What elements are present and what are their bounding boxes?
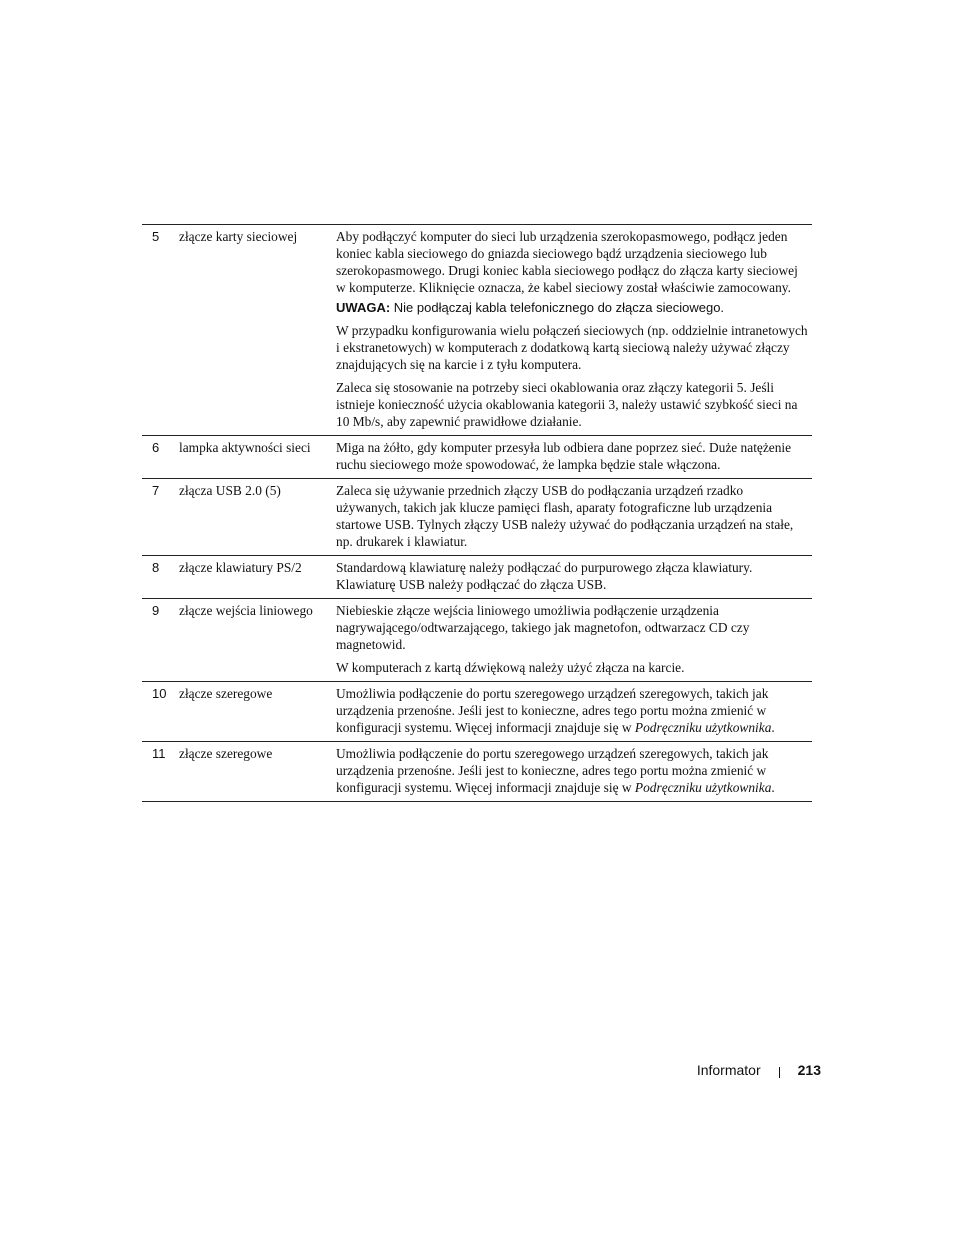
description-paragraph: [336, 228, 810, 296]
connector-description: [336, 228, 812, 430]
table-row: [142, 556, 812, 599]
page-number: 213: [797, 1062, 821, 1078]
paragraph-text: Zaleca się stosowanie na potrzeby sieci okablowania oraz złączy kategorii 5. Jeśli istnieje konieczność użycia okablowania kategorii 3, należy ustawić szybkość sieci na 10 Mb/s, aby zapewnić prawidłowe działanie.: [336, 380, 798, 429]
description-paragraph: [336, 322, 810, 373]
note-text: Nie podłączaj kabla telefonicznego do złącza sieciowego.: [390, 300, 725, 315]
table-row: [142, 599, 812, 682]
connector-name: złącze klawiatury PS/2: [179, 560, 302, 575]
paragraph-text: W komputerach z kartą dźwiękową należy użyć złącza na karcie.: [336, 660, 685, 675]
manual-title: Podręczniku użytkownika: [634, 720, 772, 735]
note-paragraph: [336, 299, 810, 316]
table-row: [142, 225, 812, 436]
footer-section-title: Informator: [696, 1062, 761, 1078]
row-number: 10: [152, 686, 167, 701]
paragraph-text: Umożliwia podłączenie do portu szeregowego urządzeń szeregowych, takich jak urządzenia przenośne. Jeśli jest to konieczne, adres tego portu można zmienić w konfiguracji systemu. Więcej informacji znajduje się w: [336, 746, 769, 795]
note-label: UWAGA:: [336, 300, 391, 315]
description-paragraph: [336, 745, 810, 796]
description-paragraph: [336, 559, 810, 593]
paragraph-text: Standardową klawiaturę należy podłączać do purpurowego złącza klawiatury. Klawiaturę USB należy podłączać do złącza USB.: [336, 560, 753, 592]
description-paragraph: [336, 685, 810, 736]
description-paragraph: [336, 439, 810, 473]
row-number: 11: [152, 746, 166, 761]
paragraph-text: Zaleca się używanie przednich złączy USB do podłączania urządzeń rzadko używanych, takich jak klucze pamięci flash, aparaty fotograficzne lub urządzenia startowe USB. Tylnych złączy USB należy używać do podłączania urządzeń na stałe, np. drukarek i klawiatur.: [336, 483, 794, 549]
row-number: 7: [152, 483, 160, 498]
paragraph-ending: .: [771, 780, 775, 795]
connector-description: [336, 439, 812, 473]
row-number: 8: [152, 560, 160, 575]
connector-description: [336, 559, 812, 593]
paragraph-ending: .: [771, 720, 775, 735]
row-number: 6: [152, 440, 160, 455]
description-paragraph: [336, 602, 810, 653]
connector-table: [142, 224, 812, 802]
connector-name: lampka aktywności sieci: [179, 440, 311, 455]
connector-description: [336, 745, 812, 796]
paragraph-text: Niebieskie złącze wejścia liniowego umożliwia podłączenie urządzenia nagrywającego/odtwarzającego, takiego jak magnetofon, odtwarzacz CD czy magnetowid.: [336, 603, 750, 652]
connector-description: [336, 482, 812, 550]
connector-name: złącze karty sieciowej: [179, 229, 298, 244]
description-paragraph: [336, 379, 810, 430]
row-number: 9: [152, 603, 160, 618]
description-paragraph: [336, 659, 810, 676]
table-row: [142, 742, 812, 802]
table-row: [142, 479, 812, 556]
manual-title: Podręczniku użytkownika: [634, 780, 772, 795]
page-footer: [697, 1062, 821, 1078]
connector-description: [336, 685, 812, 736]
connector-name: złącze szeregowe: [179, 686, 273, 701]
connector-name: złącze wejścia liniowego: [179, 603, 313, 618]
table-row: [142, 682, 812, 742]
connector-name: złącza USB 2.0 (5): [179, 483, 281, 498]
row-number: 5: [152, 229, 160, 244]
paragraph-text: Umożliwia podłączenie do portu szeregowego urządzeń szeregowych, takich jak urządzenia przenośne. Jeśli jest to konieczne, adres tego portu można zmienić w konfiguracji systemu. Więcej informacji znajduje się w: [336, 686, 769, 735]
paragraph-text: Aby podłączyć komputer do sieci lub urządzenia szerokopasmowego, podłącz jeden koniec kabla sieciowego do gniazda sieciowego bądź urządzenia sieciowego lub szerokopasmowego. Drugi koniec kabla sieciowego podłącz do złącza karty sieciowej w komputerze. Kliknięcie oznacza, że kabel sieciowy został właściwie zamocowany.: [336, 229, 798, 295]
connector-description: [336, 602, 812, 676]
footer-separator: [779, 1067, 780, 1078]
description-paragraph: [336, 482, 810, 550]
connector-name: złącze szeregowe: [179, 746, 273, 761]
paragraph-text: Miga na żółto, gdy komputer przesyła lub odbiera dane poprzez sieć. Duże natężenie ruchu sieciowego może spowodować, że lampka będzie stale włączona.: [336, 440, 792, 472]
paragraph-text: W przypadku konfigurowania wielu połączeń sieciowych (np. oddzielnie intranetowych i ekstranetowych) w komputerach z dodatkową kartą sieciową należy używać złączy znajdujących się na karcie i z tyłu komputera.: [336, 323, 808, 372]
table-row: [142, 436, 812, 479]
